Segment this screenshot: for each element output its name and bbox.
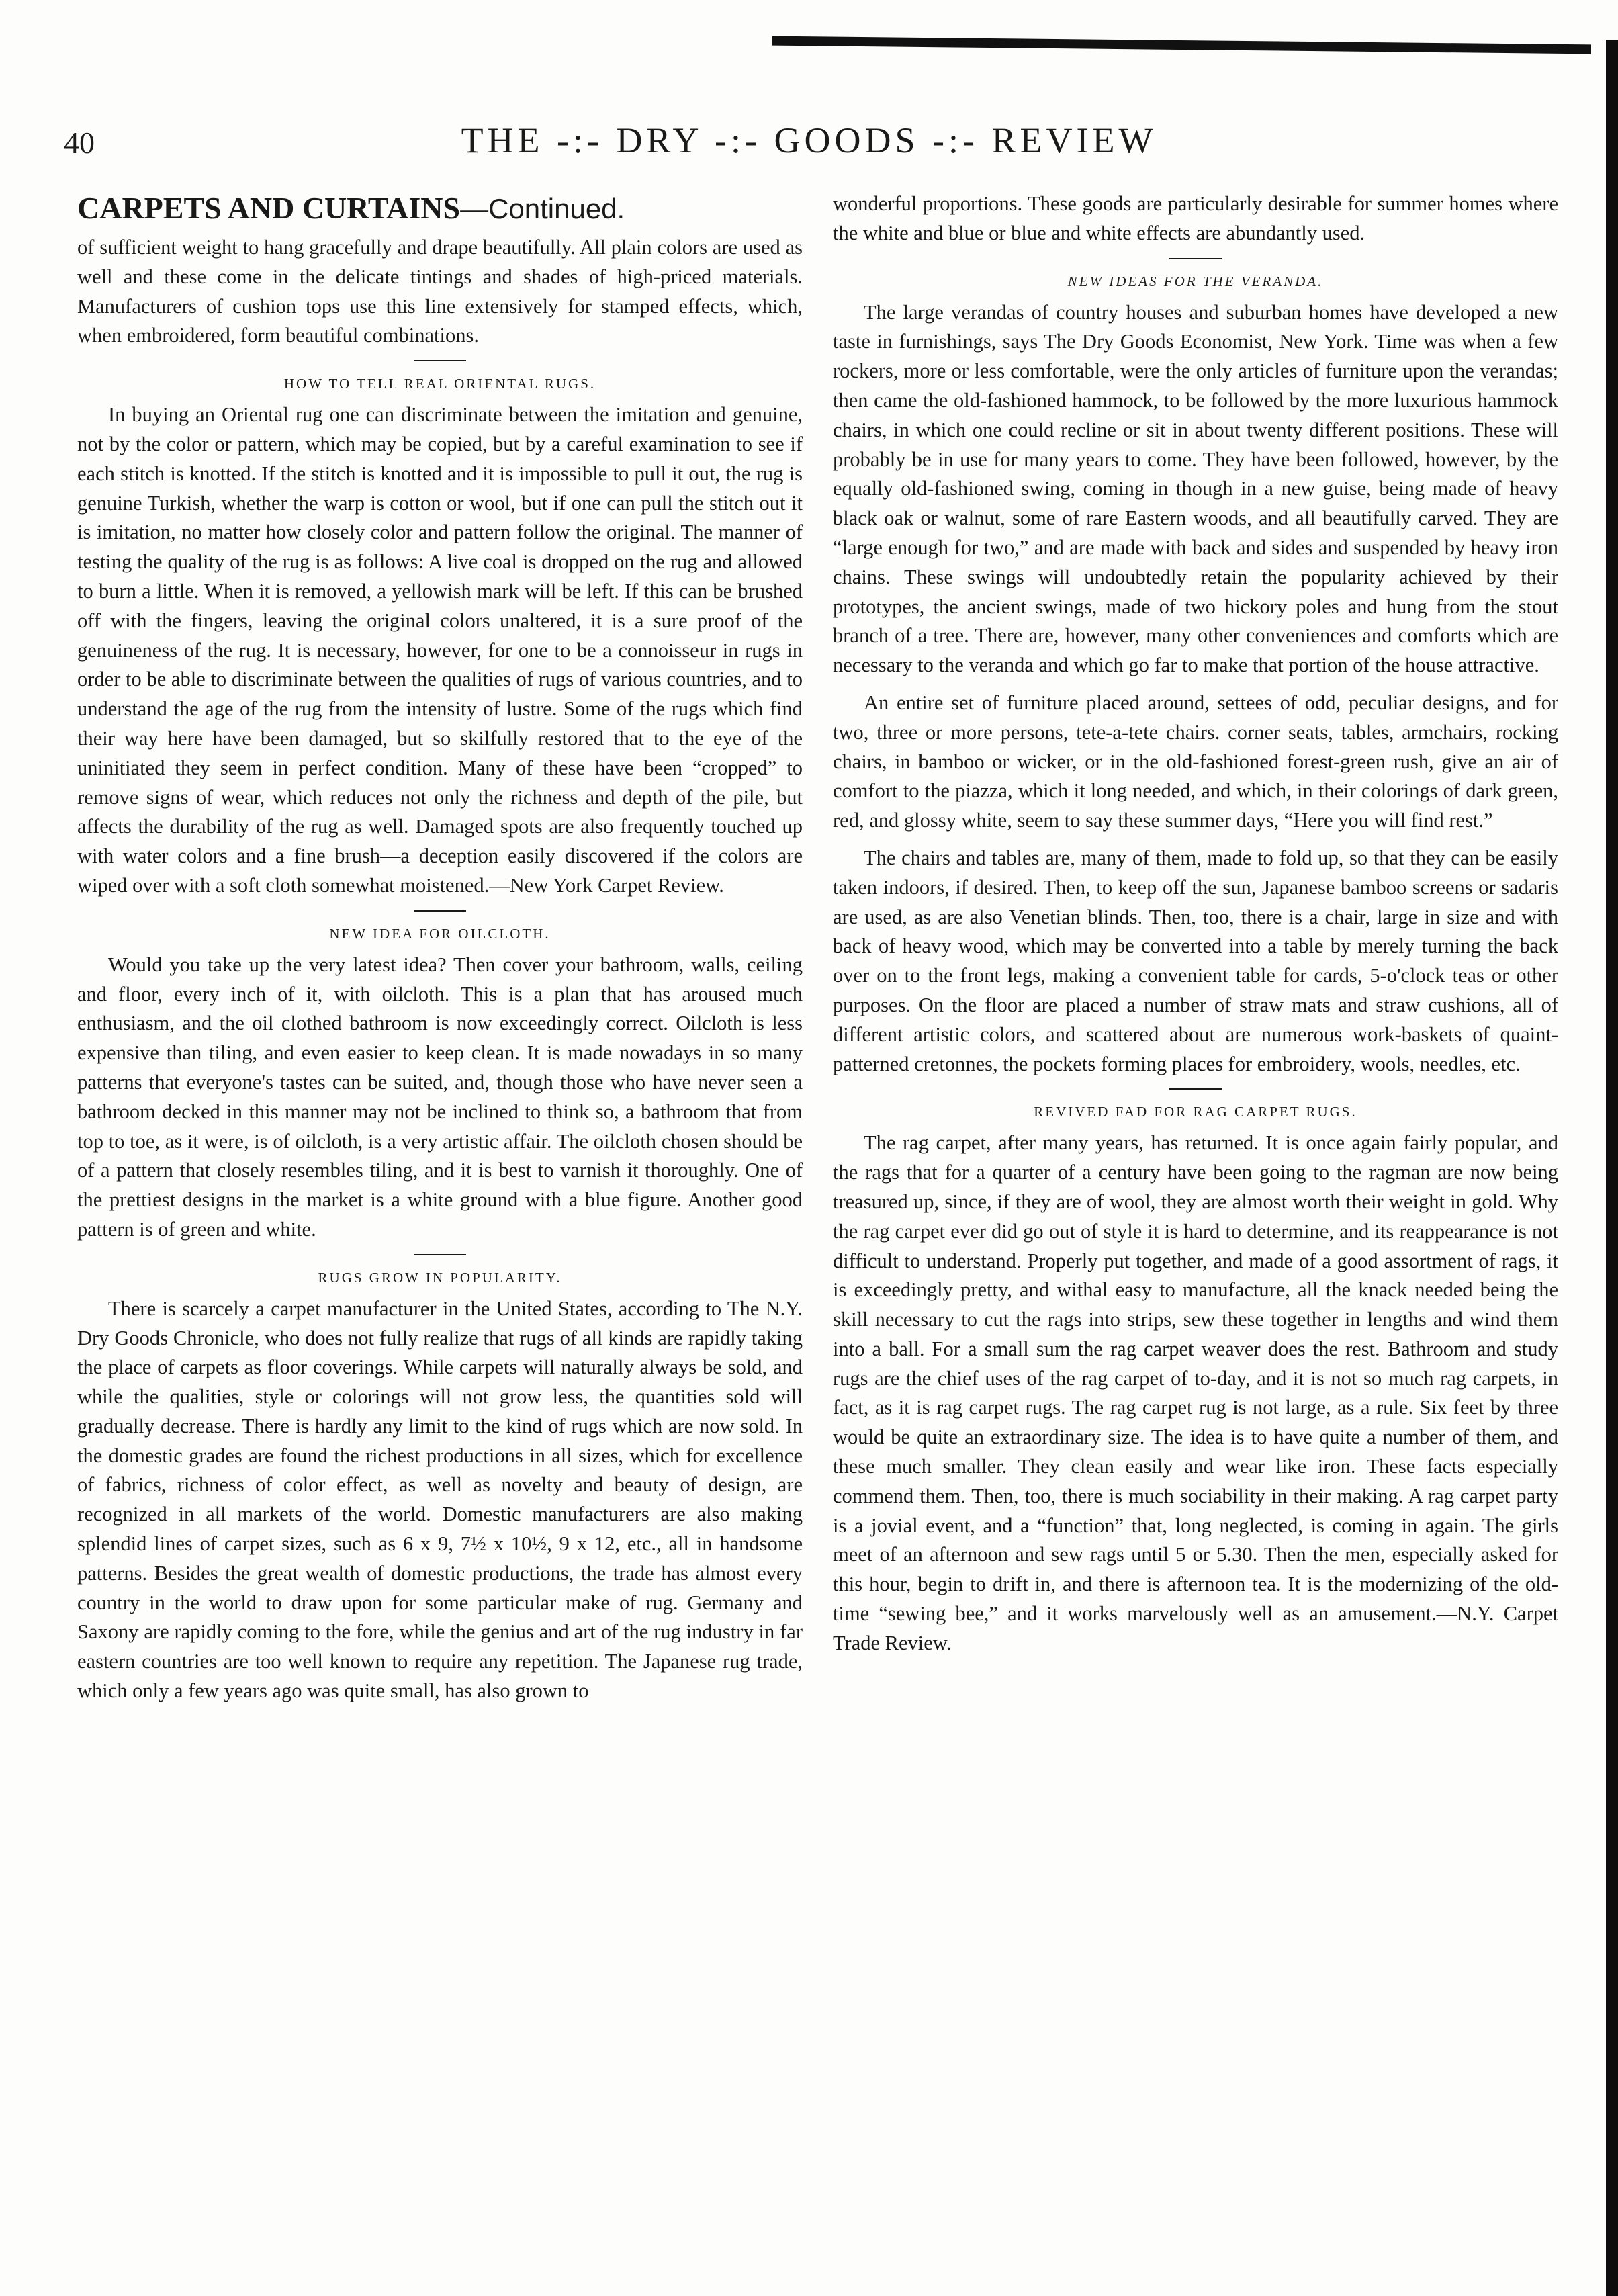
article-divider [1169, 1088, 1222, 1090]
left-column [77, 189, 803, 1706]
article-heading-rugs-popularity: RUGS GROW IN POPULARITY. [318, 1269, 562, 1286]
article-heading-oriental-rugs: HOW TO TELL REAL ORIENTAL RUGS. [283, 376, 596, 392]
right-column [833, 189, 1558, 1659]
page-header [64, 120, 1554, 180]
article-paragraph: An entire set of furniture placed around, settees of odd, peculiar designs, and for two, three or more persons, tete-a-tete chairs. corner seats, tables, armchairs, rocking chairs, in bamboo or wicker, or in the old-fashioned forest-green rush, give an air of comfort to the piazza, which it long needed, and which, in their colorings of dark green, red, and glossy white, seem to say these summer days, “Here you will find rest.” [833, 691, 1558, 832]
article-heading-rag-carpet: REVIVED FAD FOR RAG CARPET RUGS. [1034, 1104, 1357, 1120]
article-heading-oilcloth: NEW IDEA FOR OILCLOTH. [329, 925, 551, 942]
article-paragraph: The large verandas of country houses and suburban homes have developed a new taste in furnishings, says The Dry Goods Economist, New York. Time was when a few rockers, more or less comfortable, were the only articles of furniture upon the verandas; then came the old-fashioned hammock, to be followed by the more luxurious hammock chairs, in which one could recline or sit in about twenty different positions. These will probably be in use for many years to come. They have been followed, however, by the equally old-fashioned swing, coming in though in a new guise, being made of heavy black oak or walnut, some of rare Eastern woods, and all beautifully carved. They are “large enough for two,” and are made with back and sides and suspended by heavy iron chains. These swings will undoubtedly retain the popularity achieved by their prototypes, the ancient swings, made of two hickory poles and hung from the stout branch of a tree. There are, however, many other conveniences and comforts which are necessary to the veranda and which go far to make that portion of the house attractive. [833, 300, 1558, 677]
article-paragraph: The chairs and tables are, many of them, made to fold up, so that they can be easily taken indoors, if desired. Then, to keep off the sun, Japanese bamboo screens or sadaris are used, as are also Venetian blinds. Then, too, there is a chair, large in size and with back of heavy wood, which may be converted into a table by merely turning the back over on to the front legs, making a convenient table for cards, 5-o'clock teas or other purposes. On the floor are placed a number of straw mats and straw cushions, all of different artistic colors, and scattered about are numerous work-baskets of quaint-patterned cretonnes, the pockets forming places for embroidery, wools, needles, etc. [833, 846, 1558, 1075]
running-title: THE -:- DRY -:- GOODS -:- REVIEW [461, 120, 1157, 161]
article-paragraph: In buying an Oriental rug one can discriminate between the imitation and genuine, not by the color or pattern, which may be copied, but by a careful examination to see if each stitch is knotted. If the stitch is knotted and it is impossible to pull it out, the rug is genuine Turkish, whether the warp is cotton or wool, but if one can pull the stitch out it is imitation, no matter how closely color and pattern follow the original. The manner of testing the quality of the rug is as follows: A live coal is dropped on the rug and allowed to burn a little. When it is removed, a yellowish mark will be left. If this can be brushed off with the fingers, leaving the original colors unaltered, it is a sure proof of the genuineness of the rug. It is necessary, however, for one to be a connoisseur in rugs in order to be able to discriminate between the qualities of rugs of various countries, and to understand the age of the rug from the intensity of lustre. Some of the rugs which find their way here have been damaged, but so skilfully restored that to the eye of the uninitiated they seem in perfect condition. Many of these have been “cropped” to remove signs of wear, which reduces not only the richness and depth of the pile, but affects the durability of the rug as well. Damaged spots are also frequently touched up with water colors and a fine brush—a deception easily discovered if the colors are wiped over with a soft cloth somewhat moistened.—New York Carpet Review. [77, 403, 803, 897]
page-number: 40 [64, 126, 95, 160]
article-paragraph: There is scarcely a carpet manufacturer in the United States, according to The N.Y. Dry Goods Chronicle, who does not fully realize that rugs of all kinds are rapidly taking the place of carpets as floor coverings. While carpets will naturally always be sold, and while the qualities, style or colorings will not grow less, the quantities sold will gradually decrease. There is hardly any limit to the kind of rugs which are now sold. In the domestic grades are found the richest productions in all sizes, which for excellence of fabrics, richness of color effect, as well as novelty and beauty of design, are recognized in all markets of the world. Domestic manufacturers are also making splendid lines of carpet sizes, such as 6 x 9, 7½ x 10½, 9 x 12, etc., all in handsome patterns. Besides the great wealth of domestic productions, the trade has almost every country in the world to draw upon for some particular make of rug. Germany and Saxony are rapidly coming to the fore, while the genius and art of the rug industry in far eastern countries are too well known to require any repetition. The Japanese rug trade, which only a few years ago was quite small, has also grown to [77, 1296, 803, 1703]
section-title-main: CARPETS AND CURTAINS [77, 191, 461, 225]
section-title [77, 189, 803, 228]
article-divider [414, 910, 466, 912]
right-page-edge [1606, 40, 1618, 2296]
article-heading-veranda: NEW IDEAS FOR THE VERANDA. [1067, 273, 1324, 290]
article-divider [414, 1254, 466, 1255]
top-border-rule [772, 36, 1591, 54]
article-divider [414, 360, 466, 361]
section-title-suffix: —Continued. [460, 193, 625, 224]
article-divider [1169, 258, 1222, 259]
article-paragraph: The rag carpet, after many years, has returned. It is once again fairly popular, and the rags that for a quarter of a century have been going to the ragman are now being treasured up, since, if they are of wool, they are almost worth their weight in gold. Why the rag carpet ever did go out of style it is hard to determine, and its reappearance is not difficult to understand. Properly put together, and made of a good assortment of rags, it is exceedingly pretty, and withal easy to manufacture, all the knack needed being the skill necessary to cut the rags into strips, sew these together in lengths and wind them into a ball. For a small sum the rag carpet weaver does the rest. Bathroom and study rugs are the chief uses of the rag carpet of to-day, and it is not so much rag carpets, in fact, as it is rag carpet rugs. The rag carpet rug is not large, as a rule. Six feet by three would be quite an extraordinary size. The idea is to have quite a number of them, and these much smaller. They clean easily and wear like iron. These facts especially commend them. Then, too, there is much sociability in their making. A rag carpet party is a jovial event, and a “function” that, long neglected, is coming in again. The girls meet of an afternoon and sew rags until 5 or 5.30. Then the men, especially asked for this hour, begin to drift in, and there is afternoon tea. It is the modernizing of the old-time “sewing bee,” and it works marvelously well as an amusement.—N.Y. Carpet Trade Review. [833, 1131, 1558, 1654]
article-paragraph: Would you take up the very latest idea? Then cover your bathroom, walls, ceiling and floor, every inch of it, with oilcloth. This is a plan that has aroused much enthusiasm, and the oil clothed bathroom is now exceedingly correct. Oilcloth is less expensive than tiling, and even easier to keep clean. It is made nowadays in so many patterns that everyone's tastes can be suited, and, though those who have never seen a bathroom decked in this manner may not be inclined to think so, a bathroom that from top to toe, as it were, is of oilcloth, is a very artistic affair. The oilcloth chosen should be of a pattern that closely resembles tiling, and it is best to varnish it thoroughly. One of the prettiest designs in the market is a white ground with a blue figure. Another good pattern is of green and white. [77, 953, 803, 1241]
intro-paragraph: wonderful proportions. These goods are particularly desirable for summer homes where the white and blue or blue and white effects are abundantly used. [833, 192, 1558, 245]
intro-paragraph: of sufficient weight to hang gracefully and drape beautifully. All plain colors are used as well and these come in the delicate tintings and shades of high-priced materials. Manufacturers of cushion tops use this line extensively for stamped effects, which, when embroidered, form beautiful combinations. [77, 236, 803, 347]
